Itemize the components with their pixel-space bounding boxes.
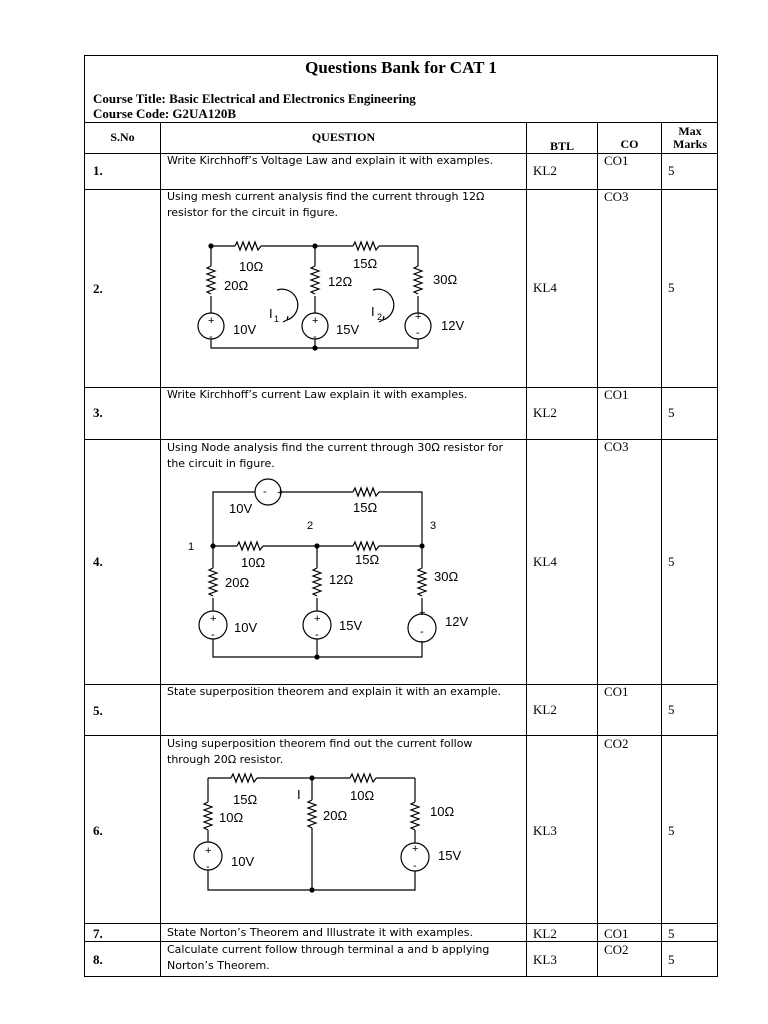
circuit-symbol-label: + <box>205 845 212 857</box>
c2-r15top-label: 15Ω <box>353 500 378 515</box>
c1-i2-label: I <box>371 304 375 319</box>
c1-r15-label: 15Ω <box>353 256 378 271</box>
c1-i1-label: I <box>269 306 273 321</box>
row-6-sno: 6. <box>93 823 103 838</box>
row-8-question: Calculate current follow through terminal a and b applying Norton’s Theorem. <box>167 943 490 972</box>
row-8-marks: 5 <box>668 952 675 967</box>
row-5-btl: KL2 <box>533 702 557 717</box>
row-5-question: State superposition theorem and explain it with an example. <box>167 685 502 698</box>
header-max: Max <box>678 124 702 138</box>
circuit-node-diagram <box>185 478 475 668</box>
circuit-symbol-label: - <box>211 629 215 641</box>
row-1-sno: 1. <box>93 163 103 178</box>
row-5-marks: 5 <box>668 702 675 717</box>
row-4-marks: 5 <box>668 554 675 569</box>
row-5-co: CO1 <box>604 684 629 699</box>
c2-v10top-label: 10V <box>229 501 253 516</box>
circuit-symbol-label: - <box>413 860 417 872</box>
circuit-symbol-label: 1 <box>274 314 280 324</box>
row-3-question: Write Kirchhoff’s current Law explain it with examples. <box>167 388 468 401</box>
c2-node3-label: 3 <box>430 520 437 532</box>
row-6-btl: KL3 <box>533 823 557 838</box>
row-7-question: State Norton’s Theorem and Illustrate it with examples. <box>167 926 473 939</box>
row-7-sno: 7. <box>93 926 103 941</box>
row-3-co: CO1 <box>604 387 629 402</box>
circuit-symbol-label: - <box>209 331 213 343</box>
header-co: CO <box>620 137 639 151</box>
row-4-question: Using Node analysis find the current through 30Ω resistor for the circuit in figure. <box>167 441 504 470</box>
header-marks: Marks <box>673 137 707 151</box>
course-code: Course Code: G2UA120B <box>93 106 236 121</box>
row-3-sno: 3. <box>93 405 103 420</box>
circuit-symbol-label: + <box>415 311 422 323</box>
header-sno: S.No <box>110 130 135 144</box>
course-title: Course Title: Basic Electrical and Electronics Engineering <box>93 91 416 106</box>
c2-r12-label: 12Ω <box>329 572 354 587</box>
row-8-btl: KL3 <box>533 952 557 967</box>
c3-r10top-label: 10Ω <box>350 788 375 803</box>
c1-v10-label: 10V <box>233 322 257 337</box>
header-question: QUESTION <box>311 130 376 144</box>
row-8-sno: 8. <box>93 952 103 967</box>
c1-v15-label: 15V <box>336 322 360 337</box>
circuit-superposition-diagram <box>195 768 465 901</box>
c3-r20-label: 20Ω <box>323 808 348 823</box>
c2-node1-label: 1 <box>188 541 195 553</box>
c1-r10-label: 10Ω <box>239 259 264 274</box>
row-4-btl: KL4 <box>533 554 557 569</box>
circuit-symbol-label: + <box>277 487 284 499</box>
row-3-btl: KL2 <box>533 405 557 420</box>
circuit-symbol-label: + <box>412 843 419 855</box>
circuit-symbol-label: 2 <box>377 312 383 322</box>
circuit-symbol-label: + <box>312 315 319 327</box>
row-2-co: CO3 <box>604 189 629 204</box>
row-7-marks: 5 <box>668 926 675 941</box>
c2-r20-label: 20Ω <box>225 575 250 590</box>
header-btl: BTL <box>549 139 574 153</box>
row-6-co: CO2 <box>604 736 629 751</box>
circuit-symbol-label: + <box>419 607 426 619</box>
circuit-symbol-label: - <box>313 331 317 343</box>
row-2-sno: 2. <box>93 281 103 296</box>
row-2-question: Using mesh current analysis find the current through 12Ω resistor for the circuit in figure. <box>167 190 485 219</box>
c3-r10left-label: 10Ω <box>219 810 244 825</box>
row-4-sno: 4. <box>93 554 103 569</box>
row-1-question: Write Kirchhoff’s Voltage Law and explain it with examples. <box>167 154 494 167</box>
row-6-question: Using superposition theorem find out the current follow through 20Ω resistor. <box>167 737 473 766</box>
c2-v15-label: 15V <box>339 618 363 633</box>
circuit-symbol-label: + <box>314 613 321 625</box>
c2-v10-label: 10V <box>234 620 258 635</box>
row-2-marks: 5 <box>668 280 675 295</box>
c3-current-label: I <box>297 787 301 802</box>
row-7-co: CO1 <box>604 926 629 941</box>
circuit-symbol-label: + <box>208 315 215 327</box>
page-title: Questions Bank for CAT 1 <box>305 58 497 77</box>
circuit-symbol-label: - <box>315 629 319 641</box>
circuit-symbol-label: + <box>210 613 217 625</box>
c2-v12-label: 12V <box>445 614 469 629</box>
row-6-marks: 5 <box>668 823 675 838</box>
circuit-symbol-label: - <box>420 626 424 638</box>
c3-r10right-label: 10Ω <box>430 804 455 819</box>
c3-v15-label: 15V <box>438 848 462 863</box>
circuit-symbol-label: - <box>263 486 267 498</box>
c3-v10-label: 10V <box>231 854 255 869</box>
c2-r15-label: 15Ω <box>355 552 380 567</box>
c1-r30-label: 30Ω <box>433 272 458 287</box>
row-8-co: CO2 <box>604 942 629 957</box>
circuit-mesh-diagram <box>195 236 475 363</box>
row-3-marks: 5 <box>668 405 675 420</box>
c1-r20-label: 20Ω <box>224 278 249 293</box>
row-5-sno: 5. <box>93 703 103 718</box>
c3-r15-label: 15Ω <box>233 792 258 807</box>
circuit-symbol-label: - <box>416 327 420 339</box>
c1-v12-label: 12V <box>441 318 465 333</box>
c2-node2-label: 2 <box>307 520 314 532</box>
row-1-marks: 5 <box>668 163 675 178</box>
c2-r10-label: 10Ω <box>241 555 266 570</box>
row-1-btl: KL2 <box>533 163 557 178</box>
c1-r12-label: 12Ω <box>328 274 353 289</box>
c2-r30-label: 30Ω <box>434 569 459 584</box>
row-2-btl: KL4 <box>533 280 557 295</box>
row-1-co: CO1 <box>604 153 629 168</box>
row-7-btl: KL2 <box>533 926 557 941</box>
row-4-co: CO3 <box>604 439 629 454</box>
circuit-symbol-label: - <box>206 861 210 873</box>
